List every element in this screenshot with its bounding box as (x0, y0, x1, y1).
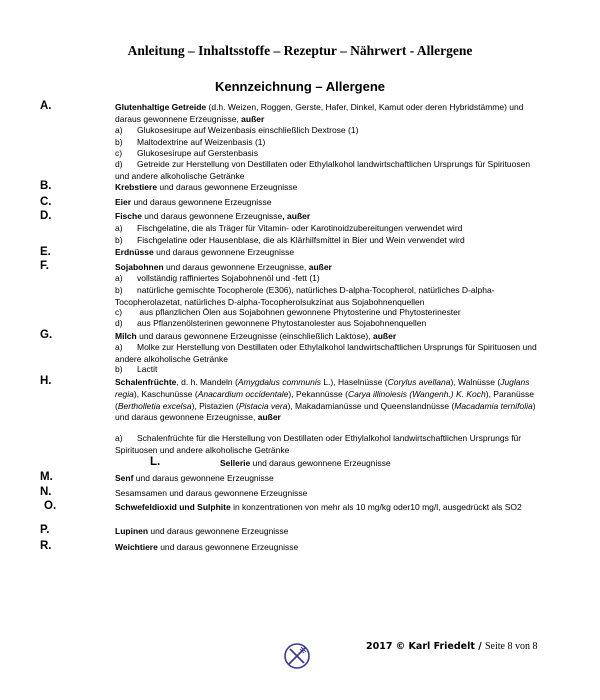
item-g-sub-a: a) Molke zur Herstellung von Destillaten oder Ethylalkohol landwirtschaftlichen Ursprungs für Spirituosen und andere alkoholische Getränke (115, 342, 537, 364)
item-letter-p: P. (40, 524, 50, 536)
item-letter-g: G. (40, 329, 53, 341)
item-b-text: Krebstiere und daraus gewonnene Erzeugnisse (115, 182, 298, 192)
item-a-sub-b: b) Maltodextrine auf Weizenbasis (1) (115, 137, 266, 147)
item-letter-e: E. (40, 246, 51, 258)
item-d-sub-b: b) Fischgelatine oder Hausenblase, die als Klärhilfsmittel in Bier und Wein verwendet wird (115, 235, 465, 245)
item-a-sub-c: c) Glukosesirupe auf Gerstenbasis (115, 148, 258, 158)
item-h-sub-a: a) Schalenfrüchte für die Herstellung von Destillaten oder Ethylalkohol landwirtschaftlichen Ursprungs für Spirituosen und andere alkoholische Getränke (115, 433, 522, 455)
item-h-text: Schalenfrüchte, d. h. Mandeln (Amygdalus communis L.), Haselnüsse (Corylus avellana), Walnüsse (Juglans regia), Kaschunüsse (Anacardium occidentale), Pekannüsse (Carya illinoiesis (Wangenh.) K. Koch), Paranüsse (Bertholletia excelsa), Pistazien (Pistacia vera), Makadamianüsse und Queenslandnüsse (Macadamia ternifolia) und daraus gewonnene Erzeugnisse, außer (115, 377, 536, 423)
item-g-text: Milch und daraus gewonnene Erzeugnisse (einschließlich Laktose), außer (115, 331, 397, 341)
item-letter-h: H. (40, 375, 52, 387)
item-letter-d: D. (40, 210, 52, 222)
item-a-sub-a: a) Glukosesirupe auf Weizenbasis einschließlich Dextrose (1) (115, 125, 359, 135)
page-footer (366, 641, 537, 652)
item-e-text: Erdnüsse und daraus gewonnene Erzeugnisse (115, 247, 295, 257)
item-letter-o: O. (44, 500, 57, 512)
item-f-text: Sojabohnen und daraus gewonnene Erzeugnisse, außer (115, 262, 332, 272)
item-f-sub-a: a) vollständig raffiniertes Sojabohnenöl und -fett (1) (115, 273, 320, 283)
footer-author: 2017 © Karl Friedelt / (366, 641, 485, 652)
item-letter-n: N. (40, 486, 52, 498)
item-n-text: Sesamsamen und daraus gewonnene Erzeugnisse (115, 488, 308, 498)
item-letter-r: R. (40, 540, 52, 552)
item-letter-f: F. (40, 260, 49, 272)
item-letter-m: M. (40, 471, 53, 483)
item-r-text: Weichtiere und daraus gewonnene Erzeugnisse (115, 542, 299, 552)
item-o-text: Schwefeldioxid und Sulphite in konzentrationen von mehr als 10 mg/kg oder10 mg/l, ausgedrückt als SO2 (115, 502, 522, 512)
item-m-text: Senf und daraus gewonnene Erzeugnisse (115, 473, 274, 483)
item-letter-c: C. (40, 196, 52, 208)
item-d-text: Fische und daraus gewonnene Erzeugnisse, außer (115, 211, 311, 221)
item-a-sub-d: d) Getreide zur Herstellung von Destillaten oder Ethylalkohol landwirtschaftlichen Ursprungs für Spirituosen und andere alkoholische Getränke (115, 159, 531, 181)
page-header: Anleitung – Inhaltsstoffe – Rezeptur – Nährwert - Allergene (127, 43, 473, 58)
section-title: Kennzeichnung – Allergene (215, 79, 385, 94)
item-letter-l: L. (150, 456, 161, 468)
footer-page-number: Seite 8 von 8 (484, 641, 538, 652)
item-c-text: Eier und daraus gewonnene Erzeugnisse (115, 197, 272, 207)
item-letter-b: B. (40, 180, 52, 192)
item-f-sub-d: d) aus Pflanzenölsterinen gewonnene Phytostanolester aus Sojabohnenquellen (115, 318, 427, 328)
crossed-cutlery-logo-icon (282, 641, 312, 671)
item-a-text: Glutenhaltige Getreide (d.h. Weizen, Roggen, Gerste, Hafer, Dinkel, Kamut oder deren Hybridstämme) und daraus gewonnene Erzeugnisse, außer (115, 102, 524, 124)
item-l-text: Sellerie und daraus gewonnene Erzeugnisse (220, 458, 391, 468)
item-letter-a: A. (40, 100, 52, 112)
item-p-text: Lupinen und daraus gewonnene Erzeugnisse (115, 526, 289, 536)
item-f-sub-c: c) aus pflanzlichen Ölen aus Sojabohnen gewonnene Phytosterine und Phytosterinester (115, 307, 461, 317)
item-d-sub-a: a) Fischgelatine, die als Träger für Vitamin- oder Karotinoidzubereitungen verwendet wird (115, 223, 463, 233)
item-f-sub-b: b) natürliche gemischte Tocopherole (E306), natürliches D-alpha-Tocopherol, natürliches D-alpha-Tocopherolazetat, natürliches D-alpha-Tocopherolsukzinat aus Sojabohnenquellen (115, 285, 495, 307)
item-g-sub-b: b) Lactit (115, 364, 158, 374)
